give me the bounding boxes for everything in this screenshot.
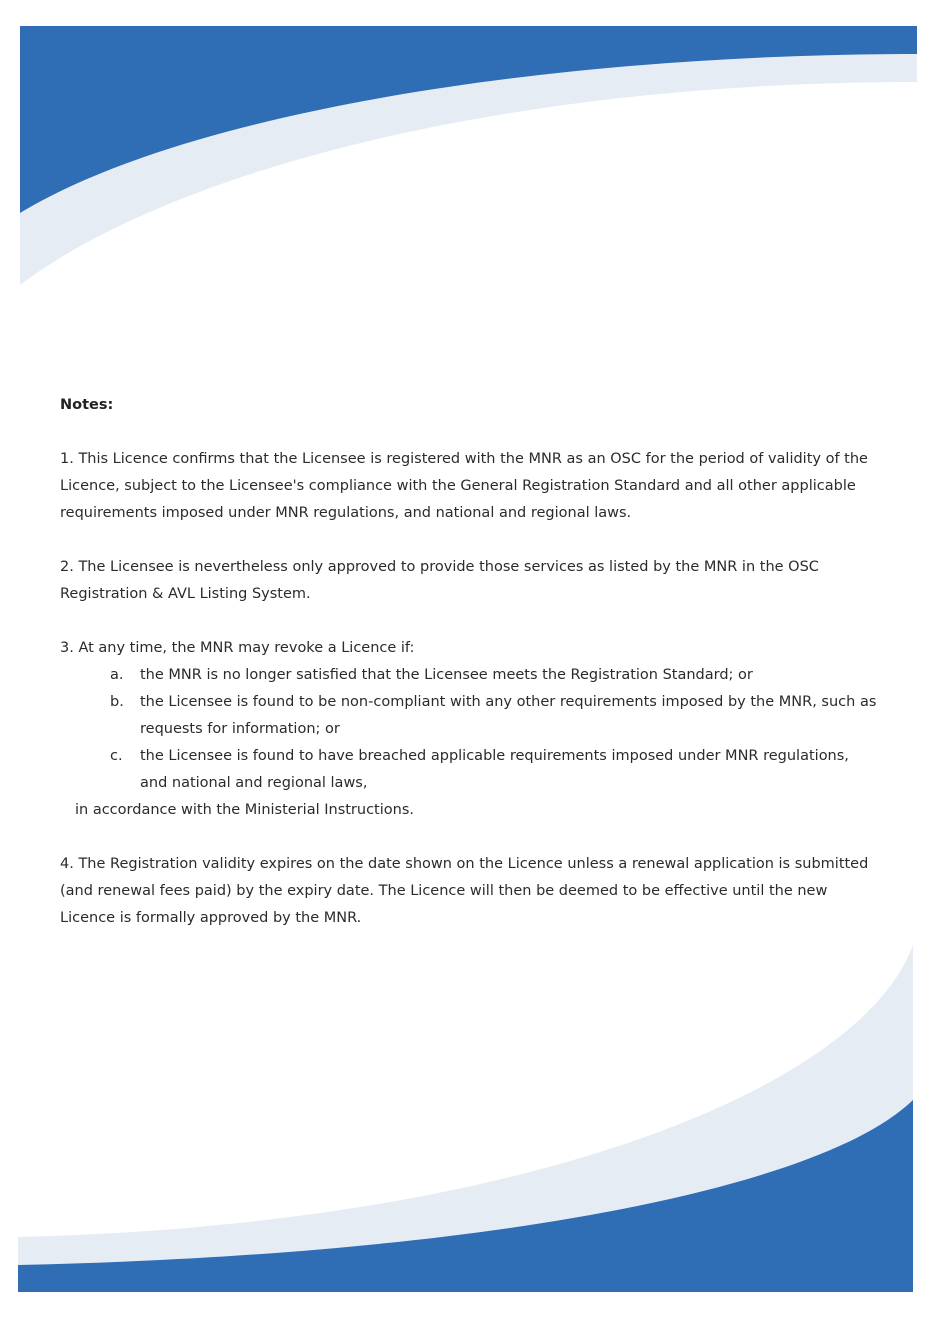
revocation-condition-b: [60, 689, 880, 743]
condition-letter: b.: [110, 694, 124, 710]
condition-letter: a.: [110, 667, 124, 683]
condition-text: the Licensee is found to be non-compliant with any other requirements imposed by the MNR, such as requests for information; or: [140, 694, 877, 737]
notes-section: [60, 392, 880, 959]
bottom-swoosh-graphic: [18, 945, 913, 1292]
note-2-paragraph: 2. The Licensee is nevertheless only approved to provide those services as listed by the MNR in the OSC Registration & AVL Listing System.: [60, 559, 819, 602]
top-swoosh-graphic: [20, 26, 917, 285]
notes-heading: Notes:: [60, 397, 114, 413]
note-3-closing: in accordance with the Ministerial Instructions.: [75, 802, 414, 818]
revocation-conditions-list: [60, 662, 880, 797]
condition-text: the MNR is no longer satisfied that the Licensee meets the Registration Standard; or: [140, 667, 753, 683]
condition-letter: c.: [110, 748, 123, 764]
revocation-condition-a: [60, 662, 880, 689]
note-4-paragraph: 4. The Registration validity expires on the date shown on the Licence unless a renewal application is submitted (and renewal fees paid) by the expiry date. The Licence will then be deemed to be effective until the new Licence is formally approved by the MNR.: [60, 856, 869, 926]
condition-text: the Licensee is found to have breached applicable requirements imposed under MNR regulations, and national and regional laws,: [140, 748, 849, 791]
note-3-block: [60, 635, 880, 824]
note-3-intro: 3. At any time, the MNR may revoke a Licence if:: [60, 640, 415, 656]
revocation-condition-c: [60, 743, 880, 797]
note-1-paragraph: 1. This Licence confirms that the Licensee is registered with the MNR as an OSC for the period of validity of the Licence, subject to the Licensee's compliance with the General Registration Standard and all other applicable requirements imposed under MNR regulations, and national and regional laws.: [60, 451, 868, 521]
